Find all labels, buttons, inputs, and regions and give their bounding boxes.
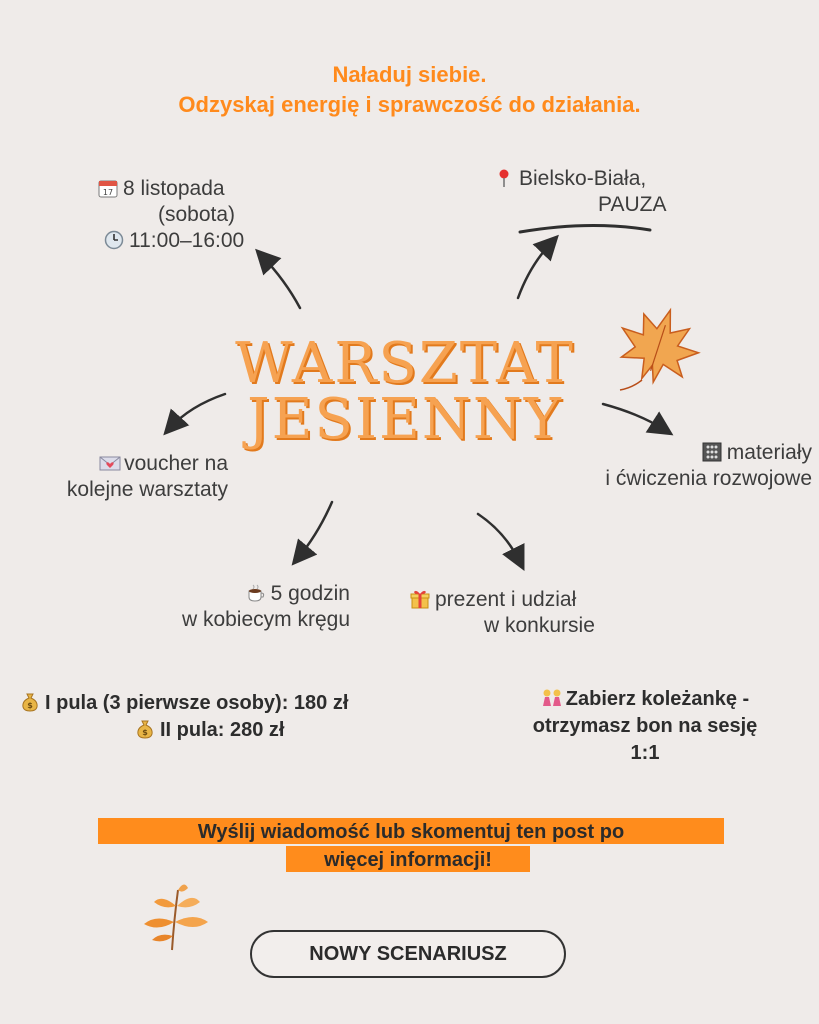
- headline-line-2: Odzyskaj energię i sprawczość do działania.: [178, 92, 641, 117]
- location-city: Bielsko-Biała,: [519, 167, 647, 190]
- arrow-to-date: [262, 256, 300, 308]
- materials-line-1: materiały: [726, 441, 812, 464]
- date-day: 8 listopada: [123, 177, 225, 200]
- materials-line-2: i ćwiczenia rozwojowe: [605, 467, 812, 490]
- friend-line-1: Zabierz koleżankę -: [565, 688, 750, 710]
- new-scenario-button[interactable]: NOWY SCENARIUSZ: [250, 930, 566, 978]
- date-time: 11:00–16:00: [129, 229, 245, 252]
- arrow-to-location: [518, 242, 552, 298]
- friend-line-3: 1:1: [630, 742, 660, 764]
- pricing-pool-1: I pula (3 pierwsze osoby): 180 zł: [45, 692, 349, 714]
- arrow-to-materials: [603, 404, 665, 430]
- hours-line-2: w kobiecym kręgu: [181, 608, 350, 631]
- arrow-to-gift: [478, 514, 520, 562]
- underline-location: [520, 225, 650, 232]
- svg-text:$: $: [142, 728, 148, 737]
- title-line-1: WARSZTAT: [235, 331, 575, 396]
- cta-line-2: więcej informacji!: [324, 849, 492, 871]
- arrow-to-hours: [298, 502, 332, 558]
- friend-line-2: otrzymasz bon na sesję: [532, 715, 758, 737]
- hours-line-1: 5 godzin: [270, 582, 350, 605]
- voucher-line-1: voucher na: [124, 452, 228, 475]
- location-venue: PAUZA: [598, 193, 667, 216]
- voucher-line-2: kolejne warsztaty: [66, 478, 228, 501]
- pricing-pool-2: II pula: 280 zł: [160, 719, 285, 741]
- title-line-2: JESIENNY: [247, 387, 563, 452]
- gift-line-1: prezent i udział: [435, 588, 577, 611]
- svg-text:$: $: [27, 701, 33, 710]
- cta-line-1: Wyślij wiadomość lub skomentuj ten post po: [197, 821, 625, 843]
- date-weekday: (sobota): [158, 203, 236, 226]
- svg-text:17: 17: [102, 188, 114, 197]
- gift-line-2: w konkursie: [484, 614, 595, 637]
- headline-line-1: Naładuj siebie.: [332, 62, 487, 87]
- arrow-to-voucher: [170, 394, 225, 428]
